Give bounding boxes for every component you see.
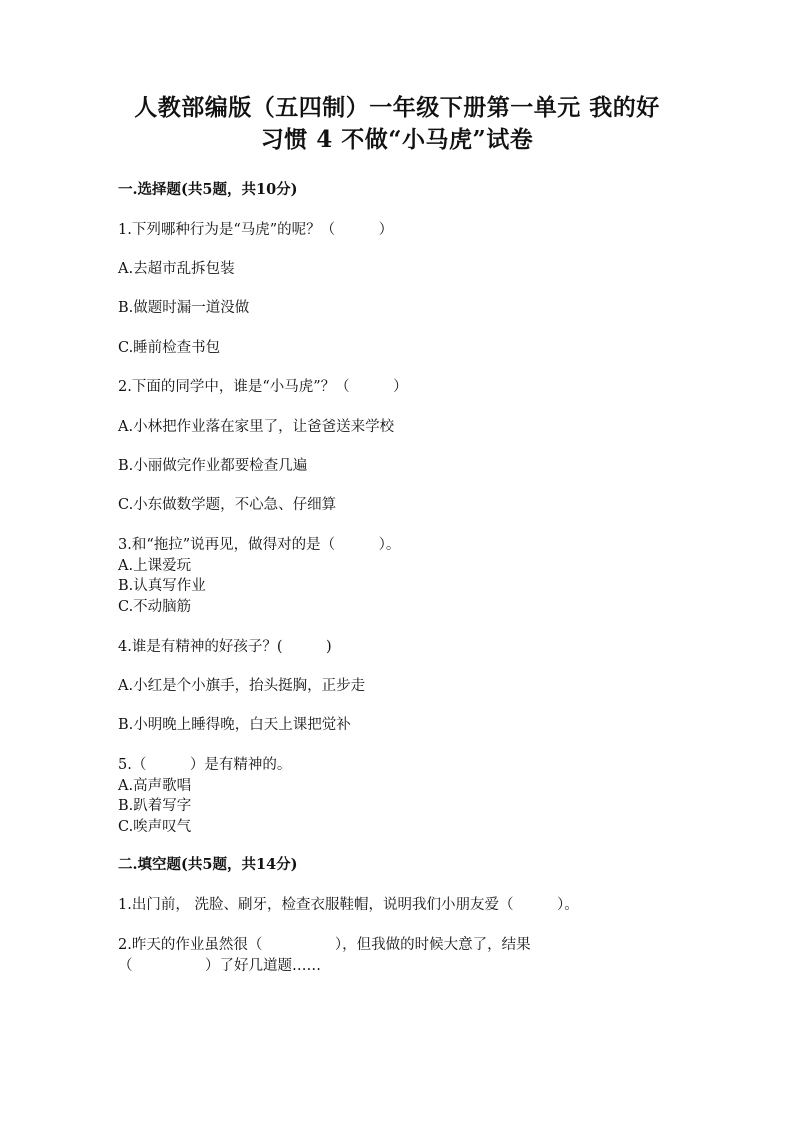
section-heading-fill: 二.填空题(共5题，共14分) — [118, 856, 298, 873]
question-1-option-a: A.去超市乱拆包装 — [118, 261, 235, 277]
question-1-stem: 1.下列哪种行为是“马虎”的呢？（ ） — [118, 222, 394, 238]
page-title — [100, 92, 694, 156]
title-line-2: 习惯 4 不做“小马虎”试卷 — [260, 126, 534, 153]
fill-question-2-line-2: （ ）了好几道题…… — [118, 958, 321, 974]
fill-question-1: 1.出门前， 洗脸、刷牙，检查衣服鞋帽，说明我们小朋友爱（ ）。 — [118, 897, 579, 913]
question-2-stem: 2.下面的同学中，谁是“小马虎”？（ ） — [118, 379, 408, 395]
title-line-1: 人教部编版（五四制）一年级下册第一单元 我的好 — [134, 94, 660, 121]
section-heading-choice: 一.选择题(共5题，共10分) — [118, 181, 298, 198]
question-3-option-c: C.不动脑筋 — [118, 599, 192, 615]
question-5-option-a: A.高声歌唱 — [118, 778, 192, 794]
question-4-option-b: B.小明晚上睡得晚，白天上课把觉补 — [118, 717, 351, 733]
question-5-option-c: C.唉声叹气 — [118, 819, 192, 835]
question-2-option-a: A.小林把作业落在家里了，让爸爸送来学校 — [118, 419, 395, 435]
question-3-stem: 3.和“拖拉”说再见，做得对的是（ ）。 — [118, 537, 401, 553]
fill-question-2-line-1: 2.昨天的作业虽然很（ ），但我做的时候大意了，结果 — [118, 937, 531, 953]
question-2-option-b: B.小丽做完作业都要检查几遍 — [118, 458, 308, 474]
question-1-option-c: C.睡前检查书包 — [118, 340, 221, 356]
question-5-option-b: B.趴着写字 — [118, 798, 192, 814]
question-5-stem: 5.（ ）是有精神的。 — [118, 757, 292, 773]
question-1-option-b: B.做题时漏一道没做 — [118, 300, 250, 316]
question-3-option-a: A.上课爱玩 — [118, 558, 192, 574]
question-4-stem: 4.谁是有精神的好孩子？( ) — [118, 639, 332, 655]
question-4-option-a: A.小红是个小旗手，抬头挺胸，正步走 — [118, 678, 366, 694]
question-2-option-c: C.小东做数学题，不心急、仔细算 — [118, 497, 337, 513]
question-3-option-b: B.认真写作业 — [118, 578, 206, 594]
